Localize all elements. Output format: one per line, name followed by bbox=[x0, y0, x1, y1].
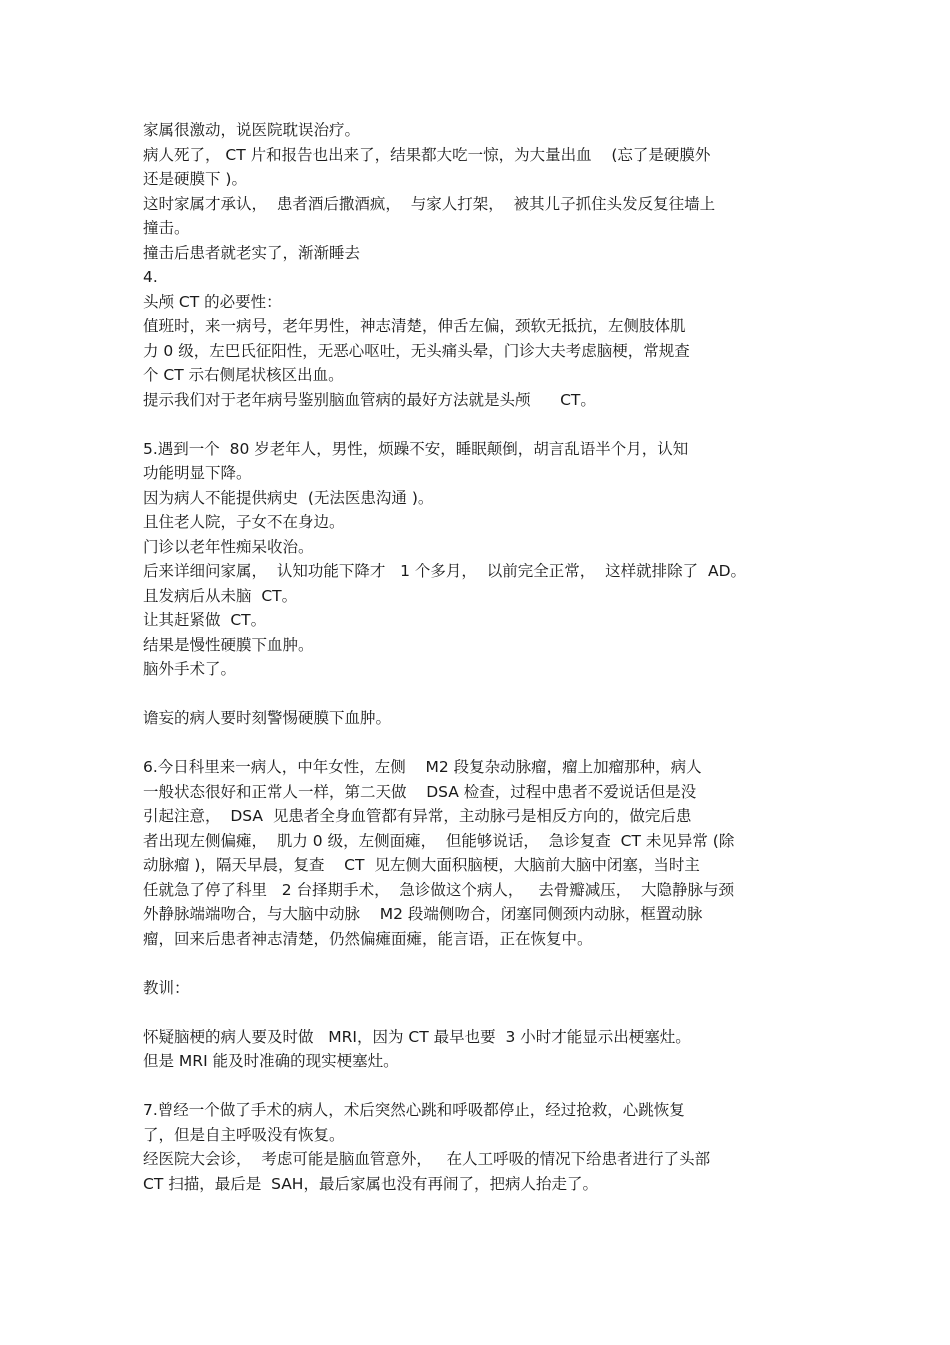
text-line: 撞击。 bbox=[143, 219, 190, 237]
text-line: 因为病人不能提供病史 (无法医患沟通 )。 bbox=[143, 488, 434, 507]
text-line: 后来详细问家属， 认知功能下降才 1 个多月， 以前完全正常， 这样就排除了 AD。 bbox=[143, 562, 747, 580]
text-line: 外静脉端端吻合，与大脑中动脉 M2 段端侧吻合，闭塞同侧颈内动脉，框置动脉 bbox=[143, 905, 703, 923]
text-line: 者出现左侧偏瘫， 肌力 0 级，左侧面瘫， 但能够说话， 急诊复查 CT 未见异常 (除 bbox=[143, 831, 735, 850]
blank-line bbox=[143, 1000, 823, 1025]
text-line: 门诊以老年性痴呆收治。 bbox=[143, 537, 314, 556]
text-line: 提示我们对于老年病号鉴别脑血管病的最好方法就是头颅 CT。 bbox=[143, 390, 596, 409]
text-line: 个 CT 示右侧尾状核区出血。 bbox=[143, 366, 344, 384]
text-line: 5.遇到一个 80 岁老年人，男性，烦躁不安，睡眠颠倒，胡言乱语半个月，认知 bbox=[143, 439, 689, 458]
text-line: 瘤，回来后患者神志清楚，仍然偏瘫面瘫，能言语，正在恢复中。 bbox=[143, 929, 593, 948]
text-line: 功能明显下降。 bbox=[143, 464, 252, 482]
text-line: 了，但是自主呼吸没有恢复。 bbox=[143, 1125, 345, 1144]
text-line: 且住老人院，子女不在身边。 bbox=[143, 513, 345, 531]
blank-line bbox=[143, 1074, 823, 1099]
text-line: 且发病后从未脑 CT。 bbox=[143, 586, 298, 605]
text-line: 任就急了停了科里 2 台择期手术， 急诊做这个病人， 去骨瓣减压， 大隐静脉与颈 bbox=[143, 880, 735, 899]
text-line: 脑外手术了。 bbox=[143, 660, 237, 678]
text-line: 一般状态很好和正常人一样，第二天做 DSA 检查，过程中患者不爱说话但是没 bbox=[143, 782, 697, 801]
text-line: 力 0 级，左巴氏征阳性，无恶心呕吐，无头痛头晕，门诊大夫考虑脑梗，常规查 bbox=[143, 341, 690, 360]
text-line: 7.曾经一个做了手术的病人，术后突然心跳和呼吸都停止，经过抢救，心跳恢复 bbox=[143, 1101, 685, 1119]
text-line: 结果是慢性硬膜下血肿。 bbox=[143, 635, 314, 654]
text-line: 这时家属才承认， 患者酒后撒酒疯， 与家人打架， 被其儿子抓住头发反复往墙上 bbox=[143, 194, 716, 213]
text-line: 还是硬膜下 )。 bbox=[143, 170, 247, 188]
text-line: 但是 MRI 能及时准确的现实梗塞灶。 bbox=[143, 1052, 399, 1070]
blank-line bbox=[143, 951, 823, 976]
blank-line bbox=[143, 412, 823, 437]
document-body bbox=[143, 118, 823, 1196]
text-line: 家属很激动，说医院耽误治疗。 bbox=[143, 121, 361, 139]
text-line: 教训： bbox=[143, 978, 190, 997]
text-line: 经医院大会诊， 考虑可能是脑血管意外， 在人工呼吸的情况下给患者进行了头部 bbox=[143, 1150, 711, 1168]
text-line: 撞击后患者就老实了，渐渐睡去 bbox=[143, 243, 361, 262]
text-line: 谵妄的病人要时刻警惕硬膜下血肿。 bbox=[143, 709, 392, 727]
text-line: 引起注意， DSA 见患者全身血管都有异常，主动脉弓是相反方向的，做完后患 bbox=[143, 807, 692, 825]
text-line: 怀疑脑梗的病人要及时做 MRI，因为 CT 最早也要 3 小时才能显示出梗塞灶。 bbox=[143, 1027, 691, 1046]
text-line: 头颅 CT 的必要性： bbox=[143, 292, 282, 311]
text-line: 4. bbox=[143, 268, 158, 286]
text-line: CT 扫描，最后是 SAH，最后家属也没有再闹了，把病人抬走了。 bbox=[143, 1174, 598, 1193]
text-line: 值班时，来一病号，老年男性，神志清楚，伸舌左偏，颈软无抵抗，左侧肢体肌 bbox=[143, 317, 686, 335]
text-line: 病人死了， CT 片和报告也出来了，结果都大吃一惊，为大量出血 (忘了是硬膜外 bbox=[143, 145, 711, 164]
text-line: 让其赶紧做 CT。 bbox=[143, 611, 267, 629]
blank-line bbox=[143, 731, 823, 756]
text-line: 6.今日科里来一病人，中年女性，左侧 M2 段复杂动脉瘤，瘤上加瘤那种，病人 bbox=[143, 758, 702, 776]
blank-line bbox=[143, 682, 823, 707]
text-line: 动脉瘤 )，隔天早晨，复查 CT 见左侧大面积脑梗，大脑前大脑中闭塞，当时主 bbox=[143, 856, 700, 874]
